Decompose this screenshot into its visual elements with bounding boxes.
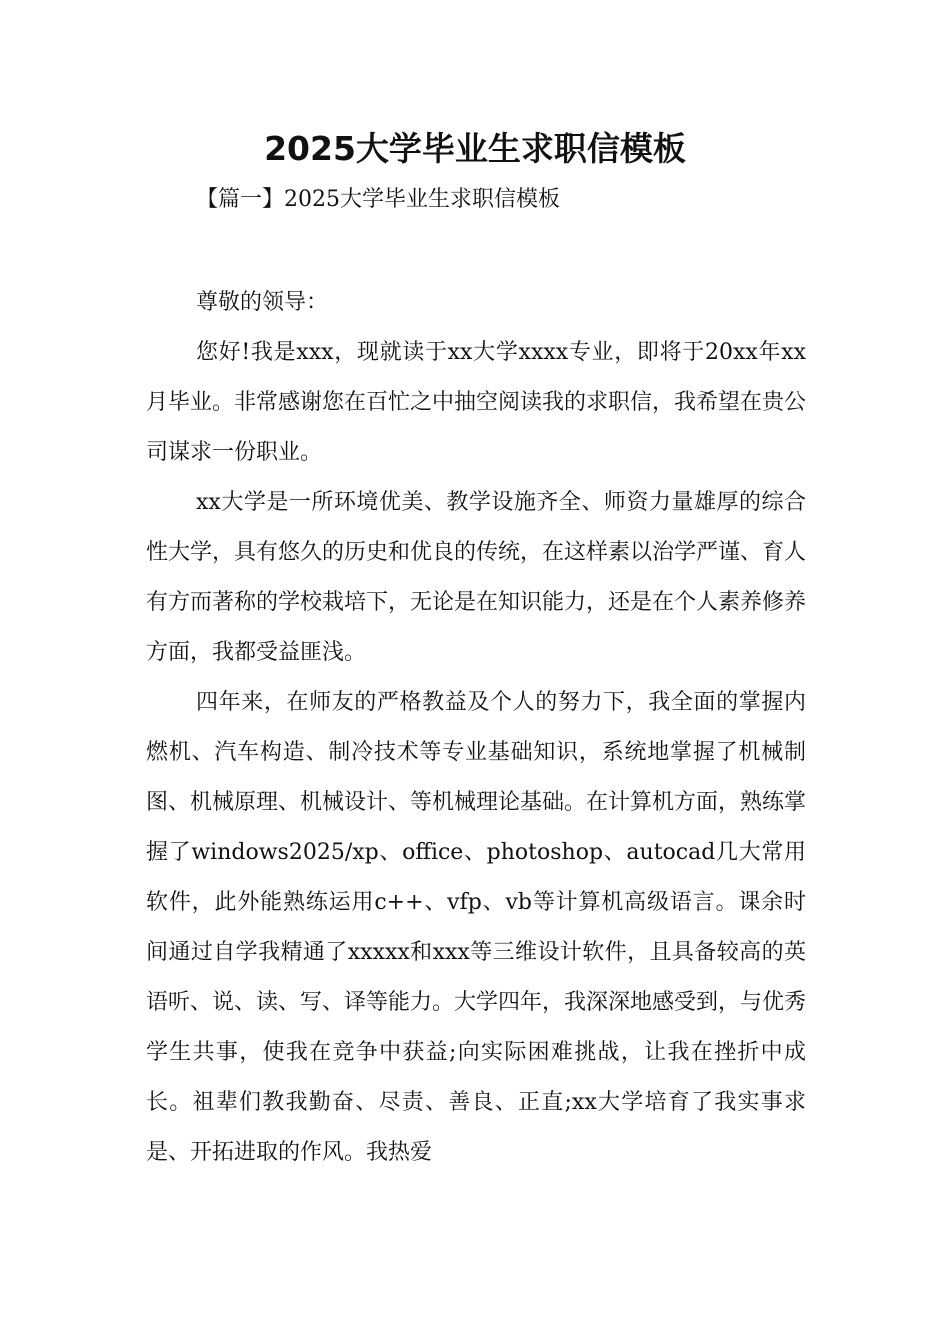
section-heading: 【篇一】2025大学毕业生求职信模板 bbox=[196, 187, 560, 212]
document-title: 2025大学毕业生求职信模板 bbox=[264, 129, 686, 168]
paragraph-skills: 四年来，在师友的严格教益及个人的努力下，我全面的掌握内燃机、汽车构造、制冷技术等专业基础知识，系统地掌握了机械制图、机械原理、机械设计、等机械理论基础。在计算机方面，熟练掌握了windows2025/xp、office、photoshop、autocad几大常用软件，此外能熟练运用c++、vfp、vb等计算机高级语言。课余时间通过自学我精通了xxxxx和xxx等三维设计软件，且具备较高的英语听、说、读、写、译等能力。大学四年，我深深地感受到，与优秀学生共事，使我在竞争中获益;向实际困难挑战，让我在挫折中成长。祖辈们教我勤奋、尽责、善良、正直;xx大学培育了我实事求是、开拓进取的作风。我热爱 bbox=[146, 690, 807, 1165]
paragraph-university: xx大学是一所环境优美、教学设施齐全、师资力量雄厚的综合性大学，具有悠久的历史和优良的传统，在这样素以治学严谨、育人有方而著称的学校栽培下，无论是在知识能力，还是在个人素养修养方面，我都受益匪浅。 bbox=[146, 490, 807, 665]
letter-body bbox=[146, 278, 806, 1178]
salutation: 尊敬的领导： bbox=[196, 290, 329, 315]
paragraph-intro: 您好!我是xxx，现就读于xx大学xxxx专业，即将于20xx年xx月毕业。非常感谢您在百忙之中抽空阅读我的求职信，我希望在贵公司谋求一份职业。 bbox=[146, 340, 807, 465]
